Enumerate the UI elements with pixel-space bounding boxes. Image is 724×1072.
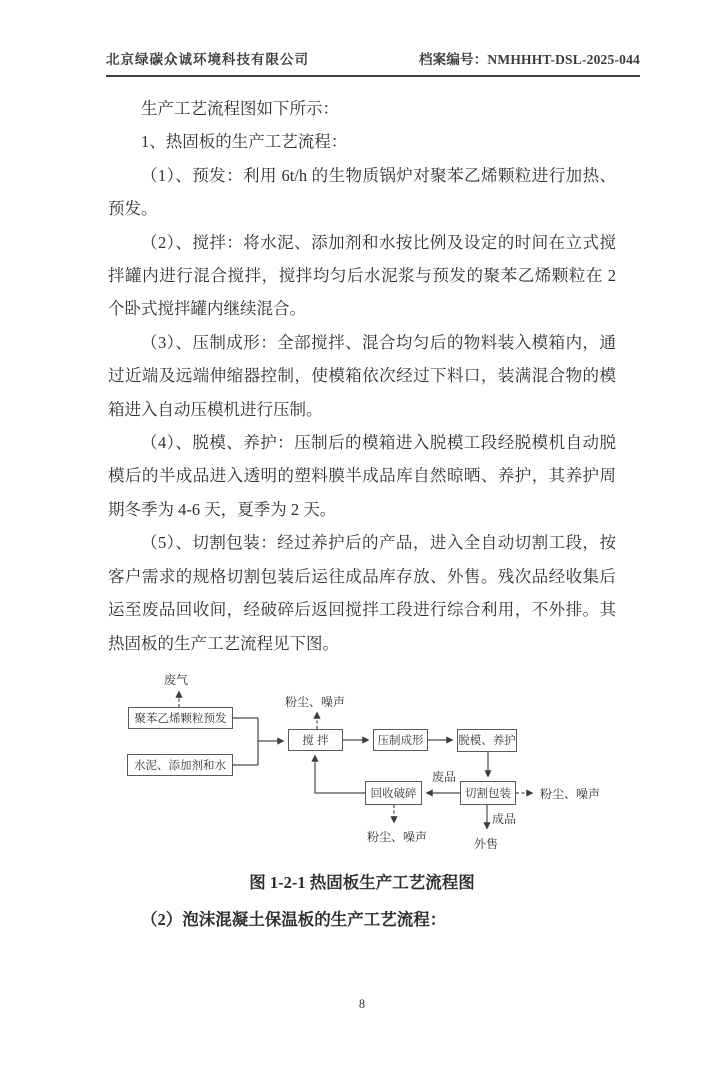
document-page [0, 48, 724, 1072]
paragraph-5: （5）、切割包装：经过养护后的产品，进入全自动切割工段，按客户需求的规格切割包装后运往成品库存放、外售。残次品经收集后运至废品回收间，经破碎后返回搅拌工段进行综合利用，不外排。其热固板的生产工艺流程见下图。 [108, 533, 616, 653]
flowchart-box-pre-expand: 聚苯乙烯颗粒预发 [128, 707, 233, 729]
process-flowchart [0, 664, 724, 860]
flowchart-box-recycle: 回收破碎 [365, 781, 422, 805]
intro-line: 生产工艺流程图如下所示： [141, 99, 339, 118]
flowchart-label-waste-gas: 废气 [164, 672, 189, 687]
flowchart-connectors [0, 664, 724, 860]
flowchart-label-dust-noise-cut: 粉尘、噪声 [540, 786, 601, 801]
header-doc-number: 档案编号：NMHHHT-DSL-2025-044 [418, 52, 640, 67]
paragraph-1: （1）、预发：利用 6t/h 的生物质锅炉对聚苯乙烯颗粒进行加热、预发。 [108, 165, 616, 219]
flowchart-label-sale: 外售 [474, 836, 499, 851]
flowchart-box-demold: 脱模、养护 [457, 729, 517, 752]
flowchart-box-press: 压制成形 [373, 729, 428, 751]
header-company: 北京绿碳众诚环境科技有限公司 [106, 52, 309, 67]
body-text [108, 92, 616, 660]
flowchart-box-materials: 水泥、添加剂和水 [127, 754, 233, 776]
flowchart-label-product: 成品 [492, 811, 517, 826]
paragraph-4: （4）、脱模、养护：压制后的模箱进入脱模工段经脱模机自动脱模后的半成品进入透明的塑料膜半成品库自然晾晒、养护，其养护周期冬季为 4-6 天，夏季为 2 天。 [108, 433, 616, 519]
figure-caption: 图 1-2-1 热固板生产工艺流程图 [249, 872, 475, 892]
section-heading-2: （2）泡沫混凝土保温板的生产工艺流程： [141, 909, 447, 929]
page-header [106, 48, 640, 77]
page-number: 8 [358, 997, 366, 1011]
paragraph-3: （3）、压制成形：全部搅拌、混合均匀后的物料装入模箱内，通过近端及远端伸缩器控制，使模箱依次经过下料口，装满混合物的模箱进入自动压模机进行压制。 [108, 332, 616, 419]
flowchart-box-cut: 切割包装 [460, 781, 516, 805]
flowchart-label-dust-noise-recycle: 粉尘、噪声 [367, 829, 428, 844]
flowchart-box-mix: 搅 拌 [288, 729, 343, 751]
section-heading-1: 1、热固板的生产工艺流程： [141, 132, 348, 152]
flowchart-label-dust-noise-mix: 粉尘、噪声 [285, 694, 346, 709]
flowchart-label-scrap: 废品 [432, 769, 457, 784]
paragraph-2: （2）、搅拌：将水泥、添加剂和水按比例及设定的时间在立式搅拌罐内进行混合搅拌，搅拌均匀后水泥浆与预发的聚苯乙烯颗粒在 2 个卧式搅拌罐内继续混合。 [108, 232, 616, 319]
